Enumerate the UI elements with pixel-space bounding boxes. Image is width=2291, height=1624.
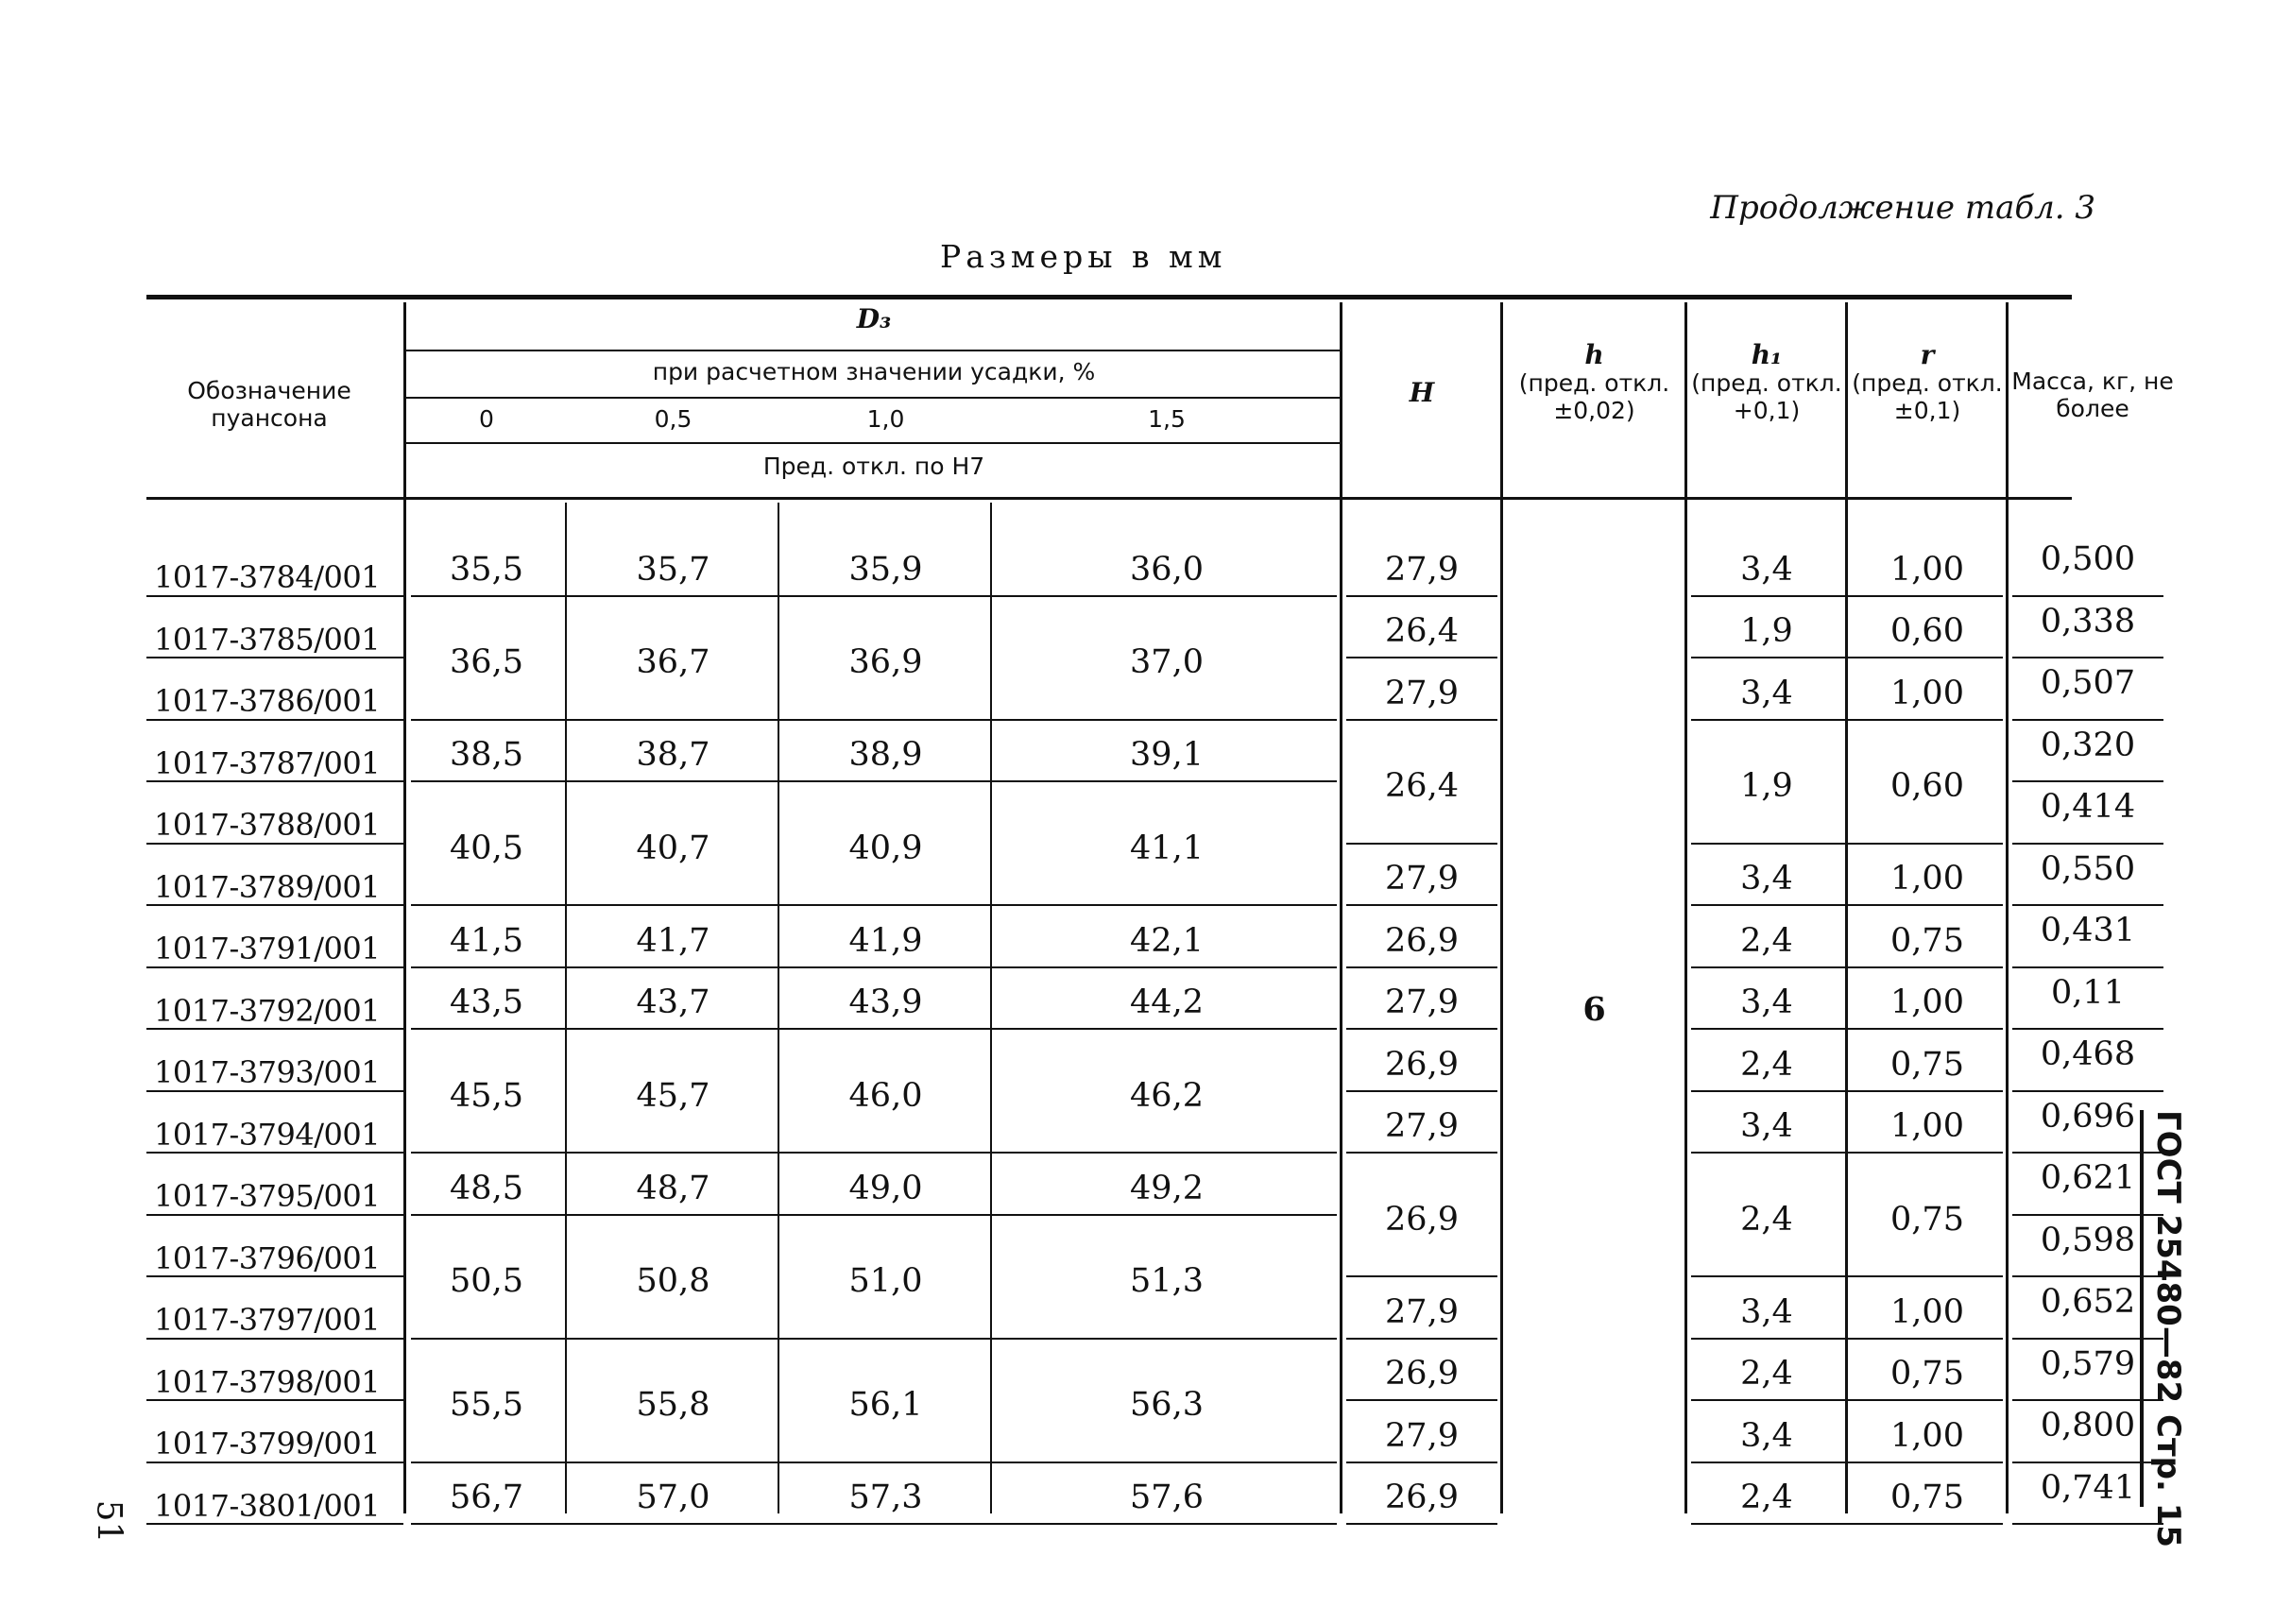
row-rule: [2012, 904, 2163, 906]
h1-tolerance: (пред. откл. +0,1): [1691, 369, 1842, 424]
d3-shrink-15: 51,3: [1130, 1262, 1204, 1300]
row-rule: [146, 843, 403, 845]
r-value: 1,00: [1890, 1107, 1964, 1146]
row-rule: [146, 595, 403, 597]
mass-value: 0,741: [2040, 1468, 2136, 1507]
H-value: 26,9: [1385, 1045, 1459, 1084]
row-rule: [1691, 1090, 2003, 1092]
row-rule: [1691, 1338, 2003, 1340]
H-value: 27,9: [1385, 1292, 1459, 1331]
row-rule: [1691, 1399, 2003, 1401]
row-rule: [1691, 1028, 2003, 1030]
row-rule: [411, 719, 1337, 721]
d3-shrink-0: 36,5: [450, 643, 523, 681]
d3-shrink-15: 36,0: [1130, 550, 1204, 589]
row-rule: [146, 1090, 403, 1092]
row-rule: [146, 1338, 403, 1340]
r-value: 1,00: [1890, 1292, 1964, 1331]
mass-value: 0,414: [2040, 788, 2136, 826]
d3-shrink-10: 49,0: [848, 1169, 923, 1207]
row-rule: [411, 1214, 1337, 1216]
punch-designation: 1017-3786/001: [154, 683, 381, 719]
row-rule: [1691, 1523, 2003, 1525]
mass-value: 0,507: [2040, 664, 2136, 702]
punch-designation: 1017-3794/001: [154, 1116, 381, 1153]
row-rule: [2012, 595, 2163, 597]
d3-shrink-15: 56,3: [1130, 1386, 1204, 1424]
d3-shrink-15: 37,0: [1130, 643, 1204, 681]
H-value: 26,9: [1385, 921, 1459, 960]
d3-shrink-0: 45,5: [450, 1076, 523, 1115]
r-value: 1,00: [1890, 860, 1964, 898]
d3-header: [406, 304, 1342, 334]
H-value: 27,9: [1385, 983, 1459, 1022]
row-rule: [411, 780, 1337, 782]
d3-shrink-05: 50,8: [636, 1262, 710, 1300]
row-rule: [1346, 843, 1497, 845]
r-value: 0,75: [1890, 1355, 1964, 1393]
d3-symbol: D₃: [856, 303, 892, 334]
r-value: 1,00: [1890, 1416, 1964, 1455]
mass-value: 0,320: [2040, 726, 2136, 764]
d3-shrink-0: 48,5: [450, 1169, 523, 1207]
h-tolerance: (пред. откл. ±0,02): [1518, 369, 1670, 424]
mass-value: 0,652: [2040, 1283, 2136, 1321]
h1-value: 1,9: [1740, 767, 1793, 805]
col-rule: [403, 302, 406, 1513]
H-value: 27,9: [1385, 1107, 1459, 1146]
punch-designation: 1017-3797/001: [154, 1302, 381, 1338]
shrinkage-header: при расчетном значении усадки, %: [652, 358, 1096, 385]
punch-designation: 1017-3789/001: [154, 868, 381, 905]
punch-designation: 1017-3785/001: [154, 621, 381, 658]
col-rule: [1340, 302, 1342, 1513]
row-rule: [1346, 1399, 1497, 1401]
row-rule: [1691, 719, 2003, 721]
d3-shrink-0: 43,5: [450, 983, 523, 1022]
punch-designation: 1017-3784/001: [154, 559, 381, 595]
row-rule: [146, 1399, 403, 1401]
col-rule: [1845, 302, 1848, 1513]
h1-value: 2,4: [1740, 921, 1793, 960]
d3-shrink-15: 44,2: [1130, 983, 1204, 1022]
H-value: 26,9: [1385, 1355, 1459, 1393]
r-value: 0,75: [1890, 1045, 1964, 1084]
row-rule: [2012, 843, 2163, 845]
mass-header: Масса, кг, не более: [2011, 368, 2174, 422]
d3-shrink-10: 51,0: [848, 1262, 923, 1300]
h1-value: 2,4: [1740, 1200, 1793, 1239]
d3-shrink-15: 49,2: [1130, 1169, 1204, 1207]
h1-value: 2,4: [1740, 1479, 1793, 1517]
H-value: 27,9: [1385, 550, 1459, 589]
mass-value: 0,598: [2040, 1221, 2136, 1259]
H-header: H: [1409, 377, 1435, 408]
row-rule: [1346, 595, 1497, 597]
d3-shrink-10: 35,9: [848, 550, 923, 589]
header-bottom-rule: [146, 497, 2072, 500]
row-rule: [146, 1275, 403, 1277]
punch-designation: 1017-3795/001: [154, 1178, 381, 1214]
h1-value: 3,4: [1740, 550, 1793, 589]
col-rule: [1684, 302, 1687, 1513]
r-value: 0,60: [1890, 612, 1964, 651]
d3-shrink-0: 50,5: [450, 1262, 523, 1300]
r-value: 1,00: [1890, 983, 1964, 1022]
d3-shrink-15: 46,2: [1130, 1076, 1204, 1115]
row-rule: [411, 1338, 1337, 1340]
units-label: Размеры в мм: [940, 238, 1227, 275]
mass-value: 0,550: [2040, 849, 2136, 888]
row-rule: [1691, 657, 2003, 658]
h1-value: 3,4: [1740, 983, 1793, 1022]
side-title: [2140, 1110, 2197, 1548]
d3-shrink-05: 36,7: [636, 643, 710, 681]
side-title-text: ГОСТ 25480—82 Стр. 15: [2149, 1110, 2187, 1548]
d3-shrink-15: 57,6: [1130, 1479, 1204, 1517]
row-rule: [146, 780, 403, 782]
H-value: 27,9: [1385, 860, 1459, 898]
designation-header: Обозначение пуансона: [187, 377, 351, 432]
d3-shrink-0: 55,5: [450, 1386, 523, 1424]
row-rule: [1346, 1090, 1497, 1092]
d3-shrink-05: 41,7: [636, 921, 710, 960]
row-rule: [411, 1462, 1337, 1463]
H-value: 27,9: [1385, 1416, 1459, 1455]
row-rule: [2012, 719, 2163, 721]
row-rule: [2012, 657, 2163, 658]
row-rule: [2012, 780, 2163, 782]
d3-shrink-10: 40,9: [848, 829, 923, 867]
h1-value: 3,4: [1740, 1416, 1793, 1455]
mass-value: 0,696: [2040, 1097, 2136, 1136]
row-rule: [1346, 1523, 1497, 1525]
row-rule: [1691, 843, 2003, 845]
d3-shrink-10: 46,0: [848, 1076, 923, 1115]
row-rule: [1346, 657, 1497, 658]
d3-shrink-10: 57,3: [848, 1479, 923, 1517]
row-rule: [1346, 1275, 1497, 1277]
tolerance-header: Пред. откл. по H7: [762, 453, 985, 480]
row-rule: [1691, 595, 2003, 597]
h1-value: 3,4: [1740, 1107, 1793, 1146]
r-value: 1,00: [1890, 550, 1964, 589]
top-rule: [146, 295, 2072, 299]
h1-value: 2,4: [1740, 1045, 1793, 1084]
r-value: 0,75: [1890, 1200, 1964, 1239]
h1-header: h₁ (пред. откл. +0,1): [1691, 339, 1842, 424]
shrinkage-05: 0,5: [654, 405, 692, 433]
mass-value: 0,500: [2040, 540, 2136, 578]
d3-shrink-05: 55,8: [636, 1386, 710, 1424]
mass-value: 0,621: [2040, 1159, 2136, 1197]
col-rule: [2006, 302, 2009, 1513]
page-number: 51: [89, 1499, 128, 1544]
row-rule: [2012, 966, 2163, 968]
r-value: 0,60: [1890, 767, 1964, 805]
h1-value: 3,4: [1740, 860, 1793, 898]
row-rule: [146, 719, 403, 721]
row-rule: [1346, 904, 1497, 906]
d3-shrink-10: 41,9: [848, 921, 923, 960]
shrinkage-values-rule: [406, 442, 1342, 444]
punch-designation: 1017-3792/001: [154, 992, 381, 1029]
r-header: r (пред. откл. ±0,1): [1852, 339, 2003, 424]
shrinkage-15: 1,5: [1148, 405, 1186, 433]
shrinkage-0: 0: [479, 405, 494, 433]
d3-shrink-15: 42,1: [1130, 921, 1204, 960]
row-rule: [411, 595, 1337, 597]
mass-value: 0,11: [2051, 973, 2125, 1012]
d3-shrink-0: 40,5: [450, 829, 523, 867]
d3-shrink-10: 43,9: [848, 983, 923, 1022]
h1-value: 2,4: [1740, 1355, 1793, 1393]
H-value: 27,9: [1385, 674, 1459, 712]
d3-shrink-05: 35,7: [636, 550, 710, 589]
d3-shrink-15: 39,1: [1130, 736, 1204, 775]
punch-designation: 1017-3799/001: [154, 1426, 381, 1462]
punch-designation: 1017-3793/001: [154, 1054, 381, 1090]
row-rule: [1346, 1338, 1497, 1340]
d3-shrink-0: 41,5: [450, 921, 523, 960]
row-rule: [146, 1028, 403, 1030]
row-rule: [411, 904, 1337, 906]
row-rule: [2012, 1090, 2163, 1092]
row-rule: [146, 904, 403, 906]
punch-designation: 1017-3788/001: [154, 807, 381, 843]
row-rule: [1346, 1462, 1497, 1463]
row-rule: [1691, 966, 2003, 968]
mass-value: 0,468: [2040, 1035, 2136, 1073]
h1-value: 3,4: [1740, 1292, 1793, 1331]
row-rule: [2012, 1028, 2163, 1030]
d3-shrink-05: 57,0: [636, 1479, 710, 1517]
H-value: 26,4: [1385, 767, 1459, 805]
mass-value: 0,579: [2040, 1344, 2136, 1383]
h1-value: 3,4: [1740, 674, 1793, 712]
row-rule: [146, 966, 403, 968]
row-rule: [146, 1214, 403, 1216]
row-rule: [411, 1152, 1337, 1154]
h1-value: 1,9: [1740, 612, 1793, 651]
row-rule: [411, 1028, 1337, 1030]
mass-value: 0,338: [2040, 602, 2136, 641]
punch-designation: 1017-3801/001: [154, 1487, 381, 1524]
d3-shrink-0: 35,5: [450, 550, 523, 589]
d3-shrink-05: 45,7: [636, 1076, 710, 1115]
row-rule: [146, 1152, 403, 1154]
d3-shrink-0: 38,5: [450, 736, 523, 775]
H-value: 26,4: [1385, 612, 1459, 651]
punch-designation: 1017-3791/001: [154, 931, 381, 966]
d3-shrink-10: 38,9: [848, 736, 923, 775]
h-header: h (пред. откл. ±0,02): [1518, 339, 1670, 424]
row-rule: [1691, 904, 2003, 906]
d3-shrink-05: 40,7: [636, 829, 710, 867]
continuation-label: Продолжение табл. 3: [1710, 189, 2095, 227]
punch-designation: 1017-3798/001: [154, 1363, 381, 1400]
H-value: 26,9: [1385, 1200, 1459, 1239]
punch-designation: 1017-3787/001: [154, 744, 381, 781]
h-value: 6: [1582, 990, 1606, 1029]
row-rule: [411, 966, 1337, 968]
d3-shrink-10: 56,1: [848, 1386, 923, 1424]
H-value: 26,9: [1385, 1479, 1459, 1517]
shrinkage-10: 1,0: [866, 405, 905, 433]
punch-designation: 1017-3796/001: [154, 1239, 381, 1276]
d3-shrink-0: 56,7: [450, 1479, 523, 1517]
row-rule: [146, 1523, 403, 1525]
mass-value: 0,431: [2040, 912, 2136, 949]
d3-shrink-05: 48,7: [636, 1169, 710, 1207]
r-value: 1,00: [1890, 674, 1964, 712]
row-rule: [1691, 1275, 2003, 1277]
d3-rule: [406, 350, 1342, 351]
mass-value: 0,800: [2040, 1407, 2136, 1445]
row-rule: [1346, 966, 1497, 968]
row-rule: [146, 1462, 403, 1463]
side-rule: [2140, 1110, 2144, 1507]
d3-shrink-15: 41,1: [1130, 829, 1204, 867]
row-rule: [1346, 719, 1497, 721]
r-tolerance: (пред. откл. ±0,1): [1852, 369, 2003, 424]
row-rule: [1691, 1152, 2003, 1154]
d3-shrink-05: 43,7: [636, 983, 710, 1022]
row-rule: [1346, 1152, 1497, 1154]
shrinkage-rule: [406, 397, 1342, 399]
r-value: 0,75: [1890, 921, 1964, 960]
r-value: 0,75: [1890, 1479, 1964, 1517]
col-rule: [1500, 302, 1503, 1513]
row-rule: [1691, 1462, 2003, 1463]
row-rule: [146, 657, 403, 658]
d3-shrink-05: 38,7: [636, 736, 710, 775]
row-rule: [411, 1523, 1337, 1525]
row-rule: [1346, 1028, 1497, 1030]
d3-shrink-10: 36,9: [848, 643, 923, 681]
